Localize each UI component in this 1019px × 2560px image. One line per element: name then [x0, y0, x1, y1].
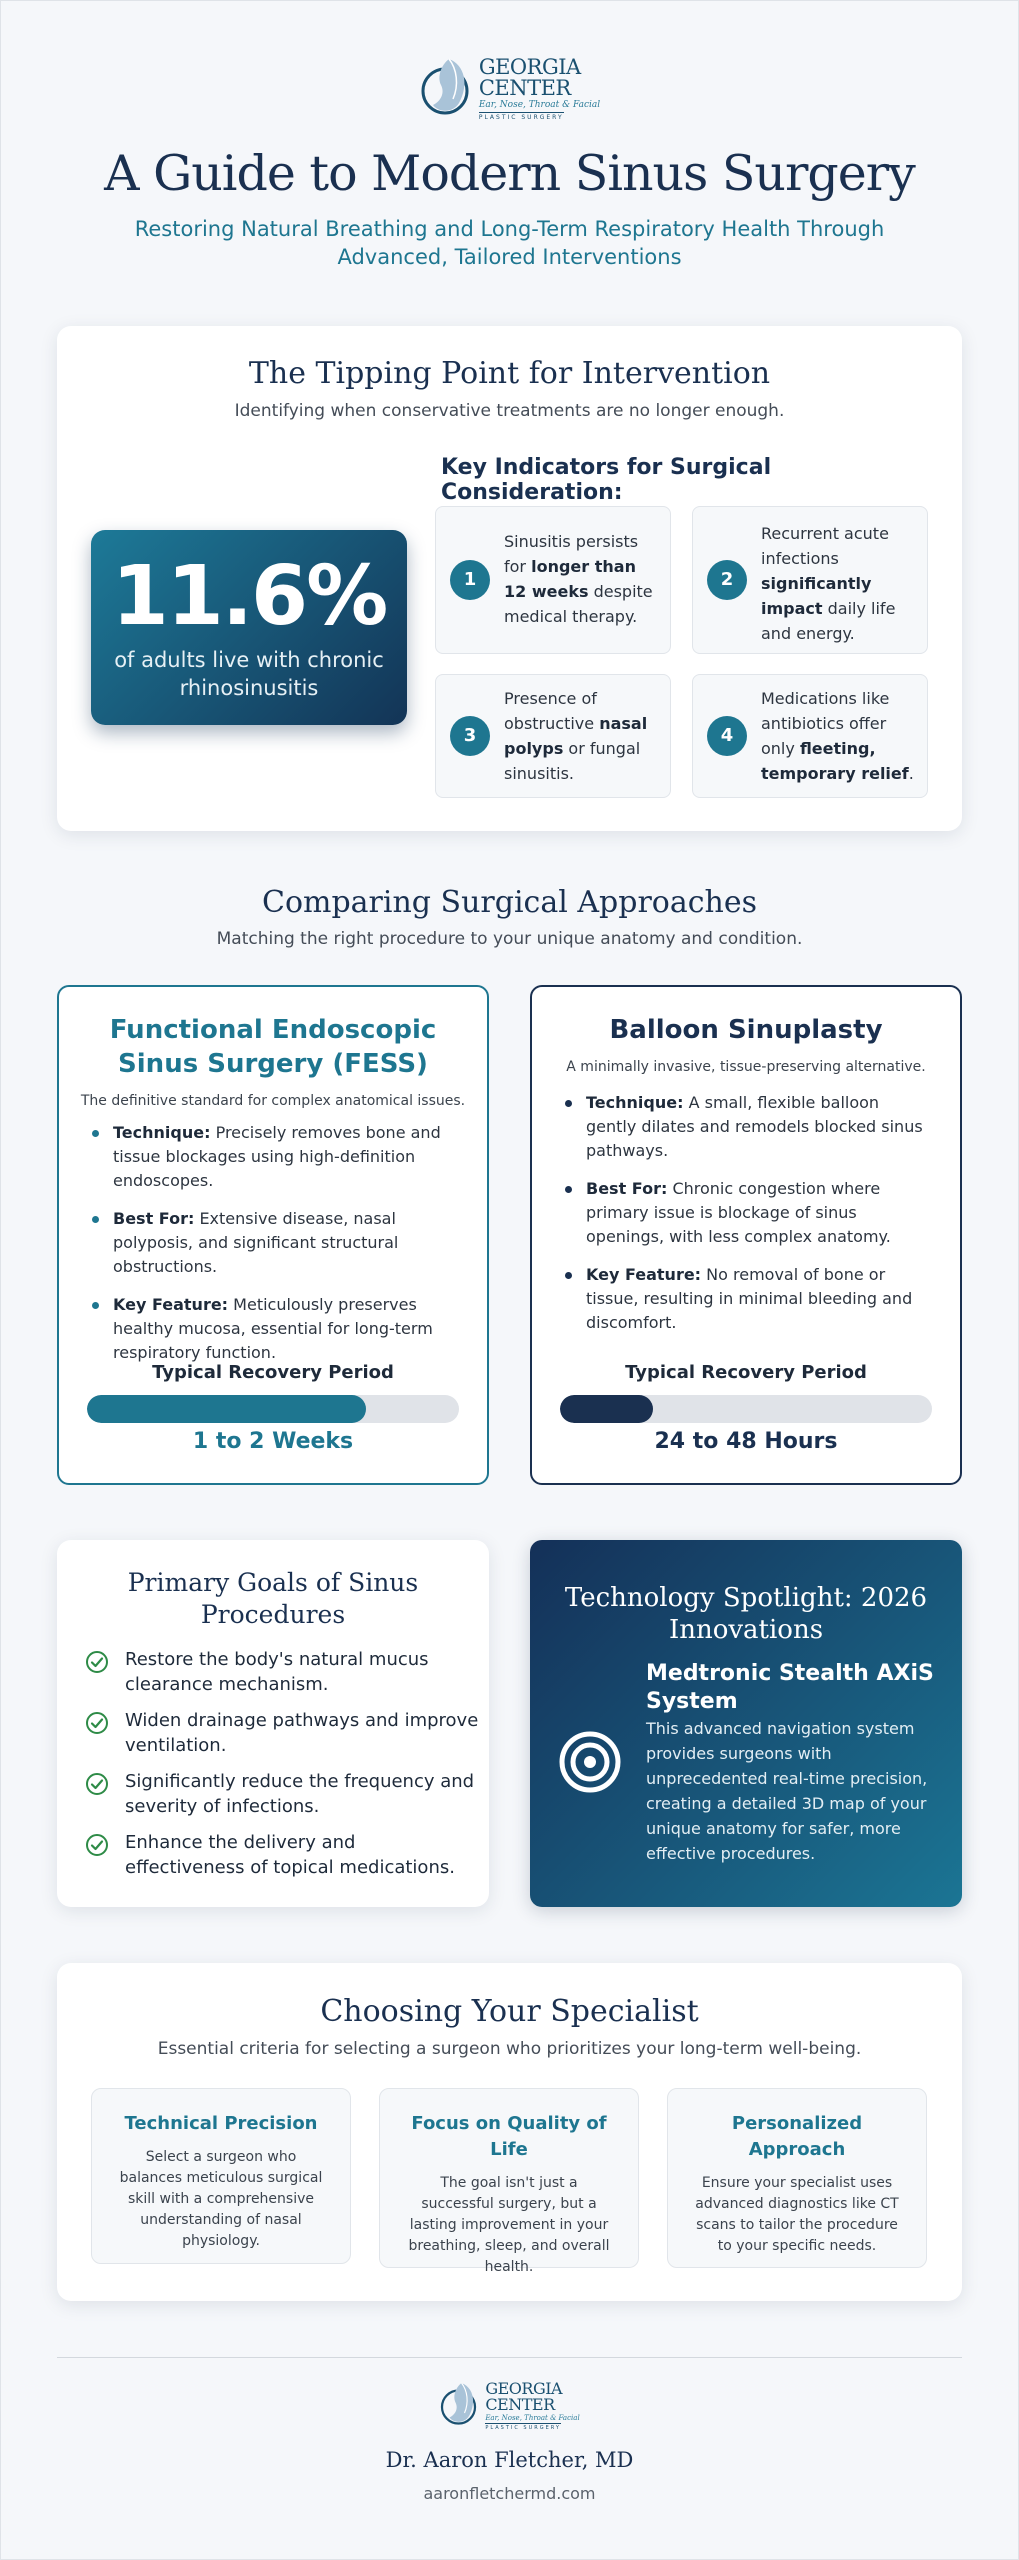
indicator-card — [435, 674, 671, 798]
logo-word-1: GEORGIA — [478, 55, 581, 79]
fess-card — [57, 985, 489, 1485]
compare-subtitle: Matching the right procedure to your unique anatomy and condition. — [216, 929, 803, 949]
criterion-title: Technical Precision — [124, 2113, 318, 2134]
goal-item — [85, 1647, 480, 1697]
logo-tagline: Ear, Nose, Throat & Facial — [478, 100, 601, 110]
logo-subline: PLASTIC SURGERY — [485, 2425, 561, 2431]
indicator-text: Medications like antibiotics offer only fleeting, temporary relief. — [761, 689, 914, 783]
goal-text: Enhance the delivery and effectiveness of topical medications. — [125, 1832, 455, 1878]
fess-recovery-label: Typical Recovery Period — [152, 1362, 394, 1383]
check-circle-icon — [85, 1650, 109, 1674]
indicator-number: 1 — [450, 560, 490, 600]
specialist-title: Choosing Your Specialist — [320, 1994, 699, 2029]
indicator-card — [692, 506, 928, 654]
goal-item — [85, 1769, 480, 1819]
specialist-subtitle: Essential criteria for selecting a surgeon who prioritizes your long-term well-being. — [157, 2039, 862, 2059]
indicator-text: Presence of obstructive nasal polyps or fungal sinusitis. — [504, 689, 648, 783]
indicator-number: 3 — [450, 716, 490, 756]
brand-logo[interactable] — [0, 55, 1019, 123]
criterion-card — [379, 2088, 639, 2275]
balloon-recovery-label: Typical Recovery Period — [625, 1362, 867, 1383]
spotlight-product-name: Medtronic Stealth AXiS System — [646, 1661, 934, 1714]
criterion-title: Personalized Approach — [731, 2113, 863, 2160]
footer-logo[interactable] — [0, 2380, 1019, 2432]
logo-mark-icon — [439, 2380, 481, 2432]
balloon-title: Balloon Sinuplasty — [609, 1015, 883, 1045]
target-icon — [558, 1730, 622, 1794]
goal-item — [85, 1830, 480, 1880]
indicator-card — [692, 674, 928, 798]
fess-recovery-bar — [87, 1395, 459, 1423]
page-title: A Guide to Modern Sinus Surgery — [104, 145, 915, 202]
criterion-title: Focus on Quality of Life — [411, 2113, 607, 2160]
balloon-card — [530, 985, 962, 1485]
balloon-points — [562, 1091, 930, 1349]
balloon-tagline: A minimally invasive, tissue-preserving alternative. — [566, 1059, 926, 1075]
doctor-name: Dr. Aaron Fletcher, MD — [385, 2448, 634, 2472]
list-item: Technique: A small, flexible balloon gently dilates and remodels blocked sinus pathways. — [562, 1091, 930, 1163]
goal-text: Significantly reduce the frequency and severity of infections. — [125, 1771, 475, 1817]
list-item: Best For: Chronic congestion where primary issue is blockage of sinus openings, with less complex anatomy. — [562, 1177, 930, 1249]
indicator-number: 4 — [707, 716, 747, 756]
criterion-text: Ensure your specialist uses advanced diagnostics like CT scans to tailor the procedure to your specific needs. — [695, 2175, 899, 2254]
goals-title: Primary Goals of Sinus Procedures — [127, 1568, 419, 1629]
fess-recovery-value: 1 to 2 Weeks — [192, 1429, 354, 1454]
logo-mark-icon — [419, 55, 475, 123]
check-circle-icon — [85, 1711, 109, 1735]
fess-title: Functional Endoscopic Sinus Surgery (FESS) — [109, 1015, 437, 1079]
website-link[interactable]: aaronfletchermd.com — [423, 2484, 596, 2503]
criterion-text: The goal isn't just a successful surgery, but a lasting improvement in your breathing, sleep, and overall health. — [408, 2175, 610, 2275]
spotlight-title: Technology Spotlight: 2026 Innovations — [564, 1583, 928, 1645]
fess-points — [89, 1121, 457, 1379]
technology-spotlight-card — [530, 1540, 962, 1907]
balloon-recovery-value: 24 to 48 Hours — [654, 1429, 838, 1454]
fess-tagline: The definitive standard for complex anatomical issues. — [80, 1093, 466, 1109]
fess-recovery-fill — [87, 1395, 366, 1423]
indicator-card — [435, 506, 671, 654]
tipping-title: The Tipping Point for Intervention — [248, 356, 771, 391]
logo-word-2: CENTER — [478, 76, 571, 100]
logo-word-2: CENTER — [485, 2395, 555, 2414]
list-item: Key Feature: No removal of bone or tissue, resulting in minimal bleeding and discomfort. — [562, 1263, 930, 1335]
page-subtitle: Restoring Natural Breathing and Long-Term Respiratory Health Through Advanced, Tailored Interventions — [134, 217, 885, 269]
check-circle-icon — [85, 1772, 109, 1796]
logo-tagline: Ear, Nose, Throat & Facial — [485, 2414, 580, 2422]
goal-text: Widen drainage pathways and improve ventilation. — [125, 1710, 479, 1756]
stat-label: of adults live with chronic rhinosinusitis — [114, 648, 384, 700]
compare-title: Comparing Surgical Approaches — [261, 885, 757, 920]
balloon-recovery-fill — [560, 1395, 653, 1423]
list-item: Technique: Precisely removes bone and tissue blockages using high-definition endoscopes. — [89, 1121, 457, 1193]
criterion-card — [91, 2088, 351, 2264]
balloon-recovery-bar — [560, 1395, 932, 1423]
list-item: Key Feature: Meticulously preserves healthy mucosa, essential for long-term respiratory function. — [89, 1293, 457, 1365]
logo-word-1: GEORGIA — [485, 2379, 563, 2398]
tipping-subtitle: Identifying when conservative treatments are no longer enough. — [234, 401, 785, 421]
stat-value: 11.6% — [111, 549, 387, 644]
goal-item — [85, 1708, 480, 1758]
goal-text: Restore the body's natural mucus clearance mechanism. — [125, 1649, 429, 1695]
check-circle-icon — [85, 1833, 109, 1857]
indicator-text: Recurrent acute infections significantly impact daily life and energy. — [761, 524, 896, 643]
list-item: Best For: Extensive disease, nasal polyposis, and significant structural obstructions. — [89, 1207, 457, 1279]
indicator-text: Sinusitis persists for longer than 12 weeks despite medical therapy. — [504, 532, 653, 626]
logo-subline: PLASTIC SURGERY — [478, 114, 564, 121]
footer-divider — [57, 2357, 962, 2358]
stat-card — [91, 530, 407, 725]
criterion-text: Select a surgeon who balances meticulous surgical skill with a comprehensive understanding of nasal physiology. — [119, 2149, 323, 2249]
criterion-card — [667, 2088, 927, 2268]
indicator-number: 2 — [707, 560, 747, 600]
spotlight-description: This advanced navigation system provides surgeons with unprecedented real-time precision, creating a detailed 3D map of your unique anatomy for safer, more effective procedures. — [646, 1719, 928, 1863]
indicators-heading: Key Indicators for Surgical Consideration: — [441, 455, 772, 505]
